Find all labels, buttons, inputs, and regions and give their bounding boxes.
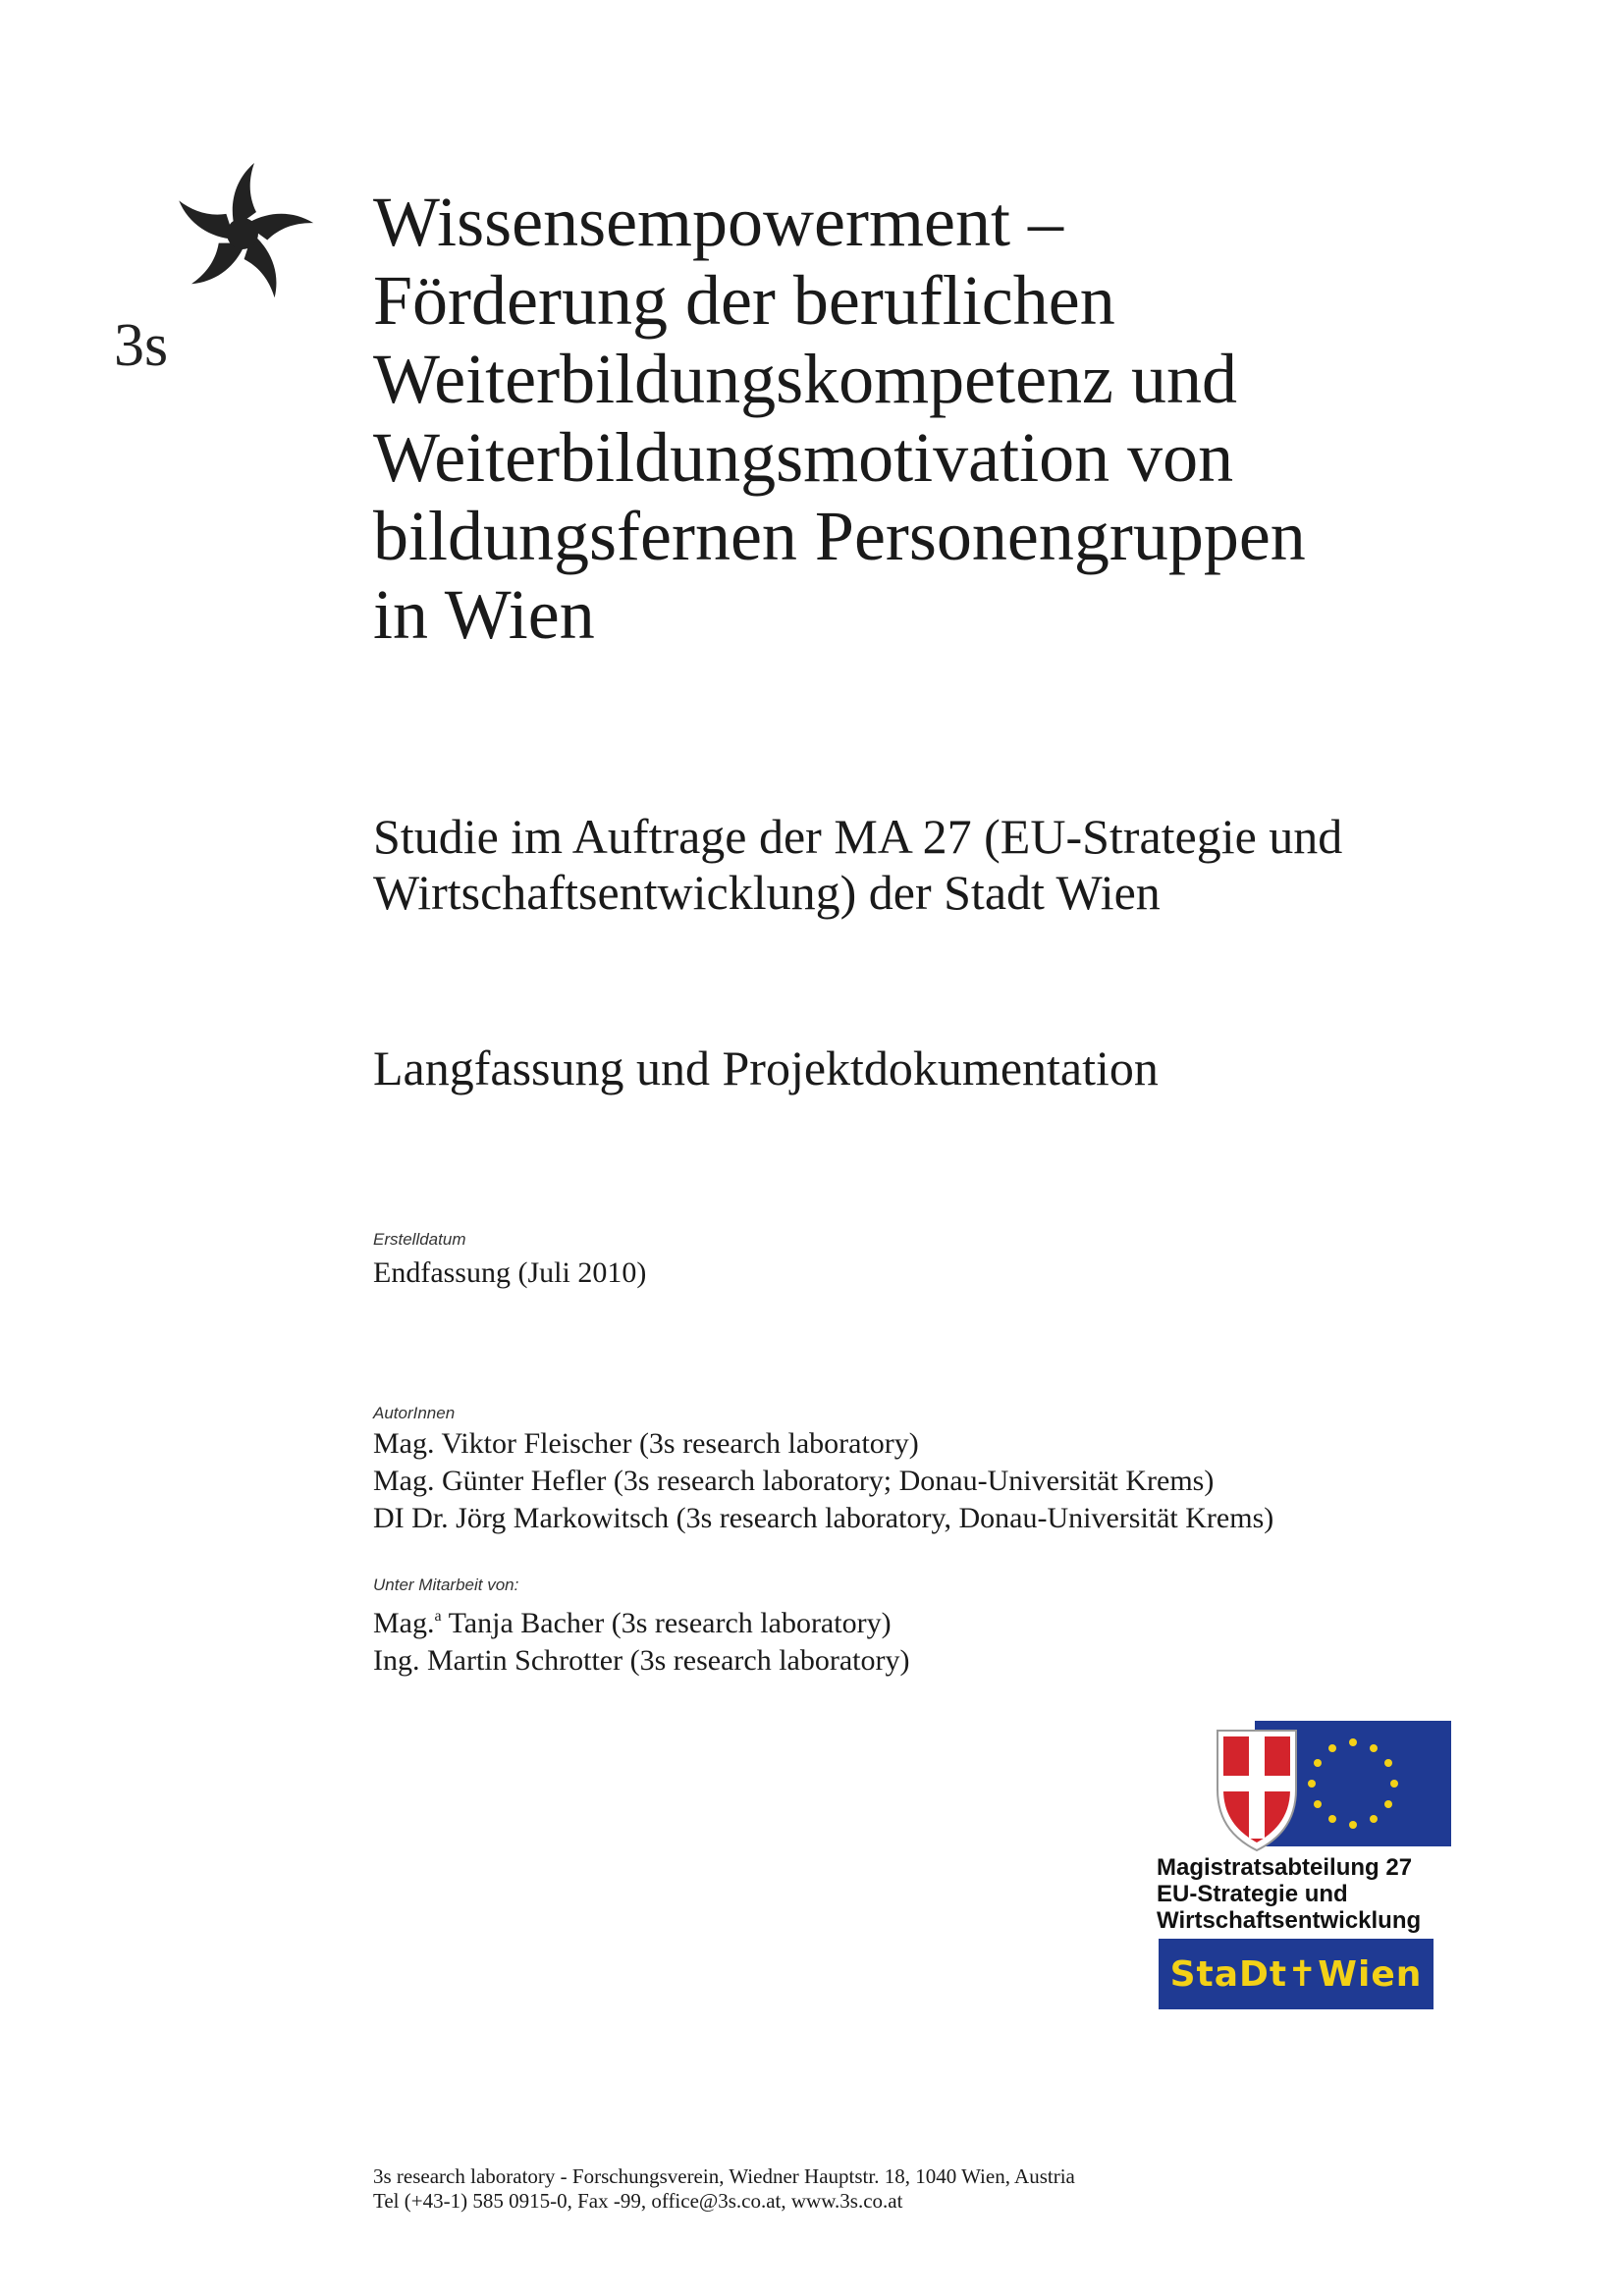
collaborator-item	[373, 1598, 909, 1642]
document-title	[373, 183, 1532, 654]
ma27-line: Magistratsabteilung 27	[1157, 1854, 1413, 1881]
stadt-wien-logo	[1159, 1939, 1434, 2009]
ma27-logo	[1157, 1721, 1451, 2025]
collaborator-superscript: a	[434, 1608, 442, 1625]
author-item: Mag. Günter Hefler (3s research laboratory; Donau-Universität Krems)	[373, 1465, 1215, 1497]
ma27-text	[1157, 1854, 1421, 1934]
subtitle-line: Studie im Auftrage der MA 27 (EU-Strategie und	[373, 809, 1343, 864]
collaborator-rest: Tanja Bacher (3s research laboratory)	[441, 1607, 892, 1639]
document-type: Langfassung und Projektdokumentation	[373, 1041, 1159, 1095]
stadt-wien-text: StaDt✝Wien	[1169, 1953, 1423, 1995]
3s-logo	[110, 147, 321, 373]
authors-list	[373, 1425, 1273, 1537]
ma27-line: EU-Strategie und	[1157, 1881, 1348, 1907]
author-item: DI Dr. Jörg Markowitsch (3s research laboratory, Donau-Universität Krems)	[373, 1502, 1274, 1534]
eu-vienna-flag-icon	[1216, 1721, 1451, 1852]
collaborator-item	[373, 1642, 909, 1680]
title-line: bildungsfernen Personengruppen	[373, 497, 1306, 575]
collaborators-list	[373, 1598, 909, 1680]
title-line: in Wien	[373, 575, 595, 654]
author-item: Mag. Viktor Fleischer (3s research laboratory)	[373, 1427, 919, 1460]
ma27-line: Wirtschaftsentwicklung	[1157, 1907, 1422, 1934]
subtitle-line: Wirtschaftsentwicklung) der Stadt Wien	[373, 865, 1161, 920]
date-label: Erstelldatum	[373, 1230, 466, 1249]
collaborators-label: Unter Mitarbeit von:	[373, 1575, 519, 1594]
footer-line: 3s research laboratory - Forschungsverein, Wiedner Hauptstr. 18, 1040 Wien, Austria	[373, 2164, 1075, 2188]
collaborator-prefix: Mag.	[373, 1607, 435, 1639]
title-line: Wissensempowerment –	[373, 183, 1063, 261]
collaborator-prefix: Ing. Martin Schrotter (3s research laboratory)	[373, 1644, 910, 1677]
3s-spiral-logo-icon	[110, 147, 321, 373]
footer-line: Tel (+43-1) 585 0915-0, Fax -99, office@3s.co.at, www.3s.co.at	[373, 2189, 903, 2213]
title-line: Weiterbildungsmotivation von	[373, 418, 1234, 497]
authors-label: AutorInnen	[373, 1404, 456, 1422]
logo-arm	[233, 163, 256, 228]
title-line: Weiterbildungskompetenz und	[373, 340, 1237, 418]
logo-text: 3s	[114, 312, 169, 373]
footer	[373, 2164, 1075, 2214]
document-subtitle	[373, 809, 1532, 921]
title-line: Förderung der beruflichen	[373, 261, 1115, 340]
date-value: Endfassung (Juli 2010)	[373, 1256, 647, 1289]
